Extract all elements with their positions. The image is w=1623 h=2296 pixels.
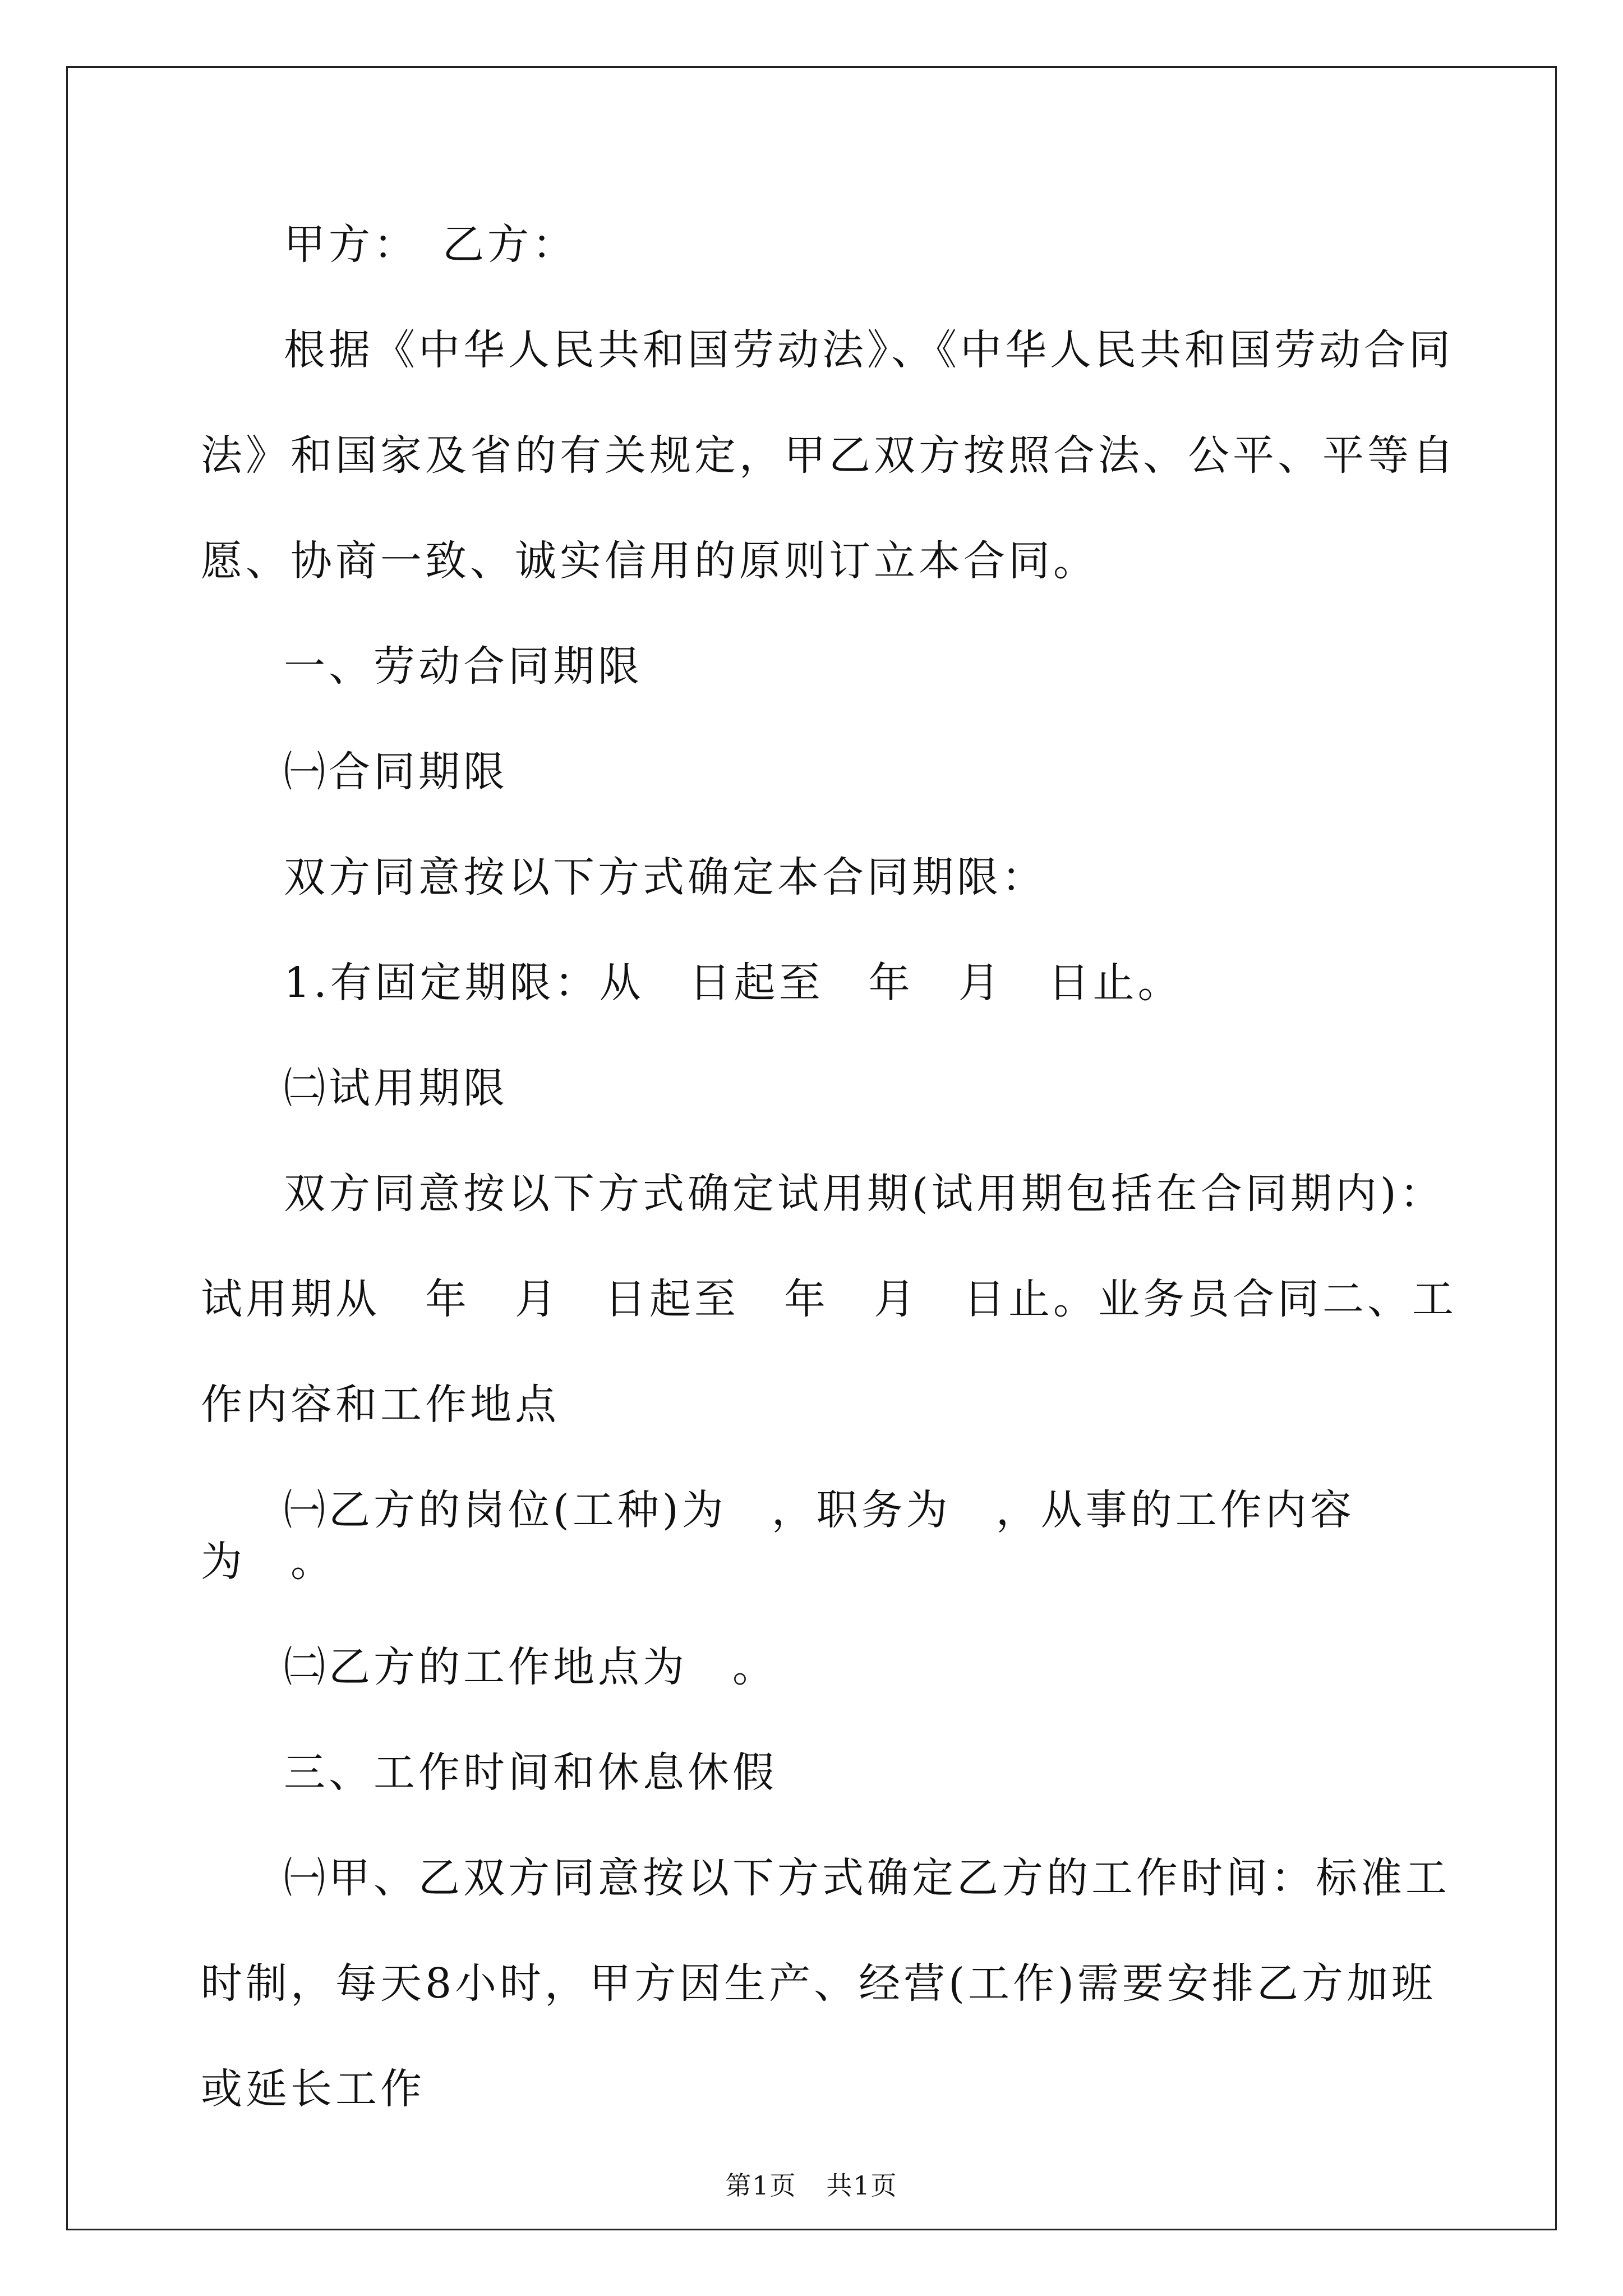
paragraph-fixed-term: 1.有固定期限：从 日起至 年 月 日止。 [284,959,1183,1007]
page-number-total: 共1页 [826,2170,898,2201]
paragraph-term-method: 双方同意按以下方式确定本合同期限： [284,853,1046,901]
subheading-contract-term: ㈠合同期限 [284,748,508,796]
paragraph-preamble: 根据《中华人民共和国劳动法》、《中华人民共和国劳动合同法》和国家及省的有关规定，甲乙双方按照合法、公平、平等自愿、协商一致、诚实信用的原则订立本合同。 [201,326,1457,585]
paragraph-position: ㈠乙方的岗位(工种)为 ，职务为 ，从事的工作内容为 。 [201,1486,1355,1586]
paragraph-work-hours: ㈠甲、乙双方同意按以下方式确定乙方的工作时间：标准工时制，每天8小时，甲方因生产、经营(工作)需要安排乙方加班或延长工作 [201,1854,1450,2113]
section-heading-contract-term: 一、劳动合同期限 [284,642,643,691]
page-number-current: 第1页 [725,2170,797,2201]
paragraph-work-location: ㈡乙方的工作地点为 。 [284,1643,777,1691]
subheading-probation: ㈡试用期限 [284,1064,508,1112]
section-heading-work-hours: 三、工作时间和休息休假 [284,1749,777,1797]
document-body [201,219,1457,2169]
page-footer [0,2165,1623,2202]
paragraph-probation: 双方同意按以下方式确定试用期(试用期包括在合同期内)：试用期从 年 月 日起至 年 月 日止。业务员合同二、工作内容和工作地点 [201,1170,1457,1429]
paragraph-parties: 甲方： 乙方： [284,220,577,269]
